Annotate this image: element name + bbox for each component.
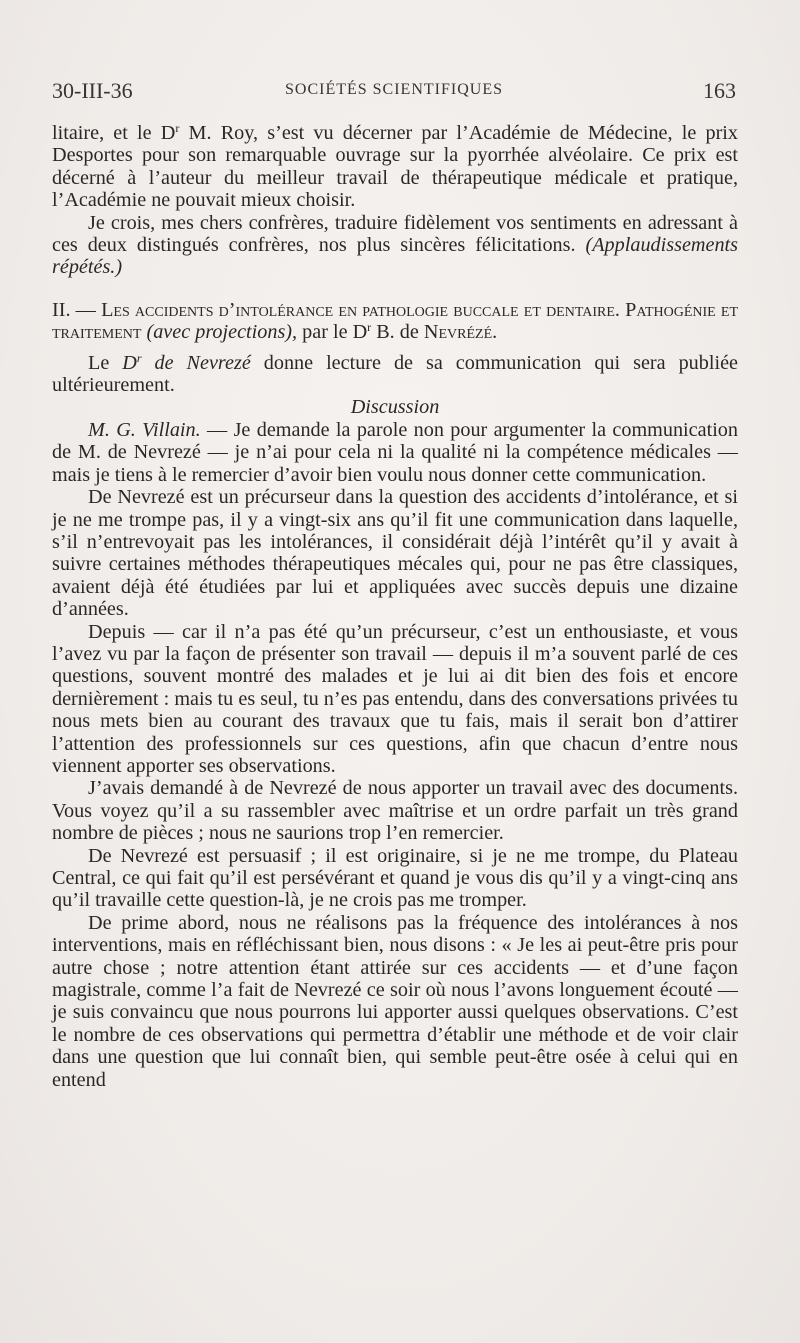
applause-note: (Applaudissements répétés.) [52,234,739,279]
text-run: — Je demande la parole non pour argumenter la communication de M. de Nevrezé — je n’ai pour cela ni la qualité ni la compétence médicales — mais je tiens à le remercier d’avoir bien voulu nous donner cette communication. [52,418,738,486]
header-date: 30-III-36 [52,78,133,103]
author-name: Nevrézé [423,321,493,344]
paragraph-enthusiast: Depuis — car il n’a pas été qu’un précurseur, c’est un enthousiaste, et vous l’avez vu par la façon de présenter son travail — depuis il m’a souvent parlé de ces questions, souvent montré des malades et je lui ai dit bien des fois et encore dernièrement : mais tu es seul, tu n’es pas entendu, dans des conversations privées tu nous mets bien au courant des travaux que tu fais, mais il serait bon d’attirer l’attention des professionnels sur ces questions, afin que chacun d’entre nous viennent apporter ses observations. [52,620,738,777]
header-journal-section: SOCIÉTÉS SCIENTIFIQUES [284,81,503,98]
text-run: par le D [297,321,368,344]
text-run: B. de [371,321,424,344]
section-heading-ii [52,299,738,344]
text-run: litaire, et le D [52,122,176,144]
speaker-name: M. G. Villain. [88,418,201,441]
text-run: D [122,351,137,374]
running-header [52,78,736,108]
paragraph-precursor: De Nevrezé est un précurseur dans la question des accidents d’intolérance, et si je ne me trompe pas, il y a vingt-six ans qu’il fit une communication dans laquelle, s’il n’entrevoyait pas les intolérances, il considérait déjà l’intérêt qu’il y avait à suivre certaines méthodes thérapeutiques mécales qui, pour ne pas être classiques, avaient déjà été étudiées par lui et appliquées avec succès depuis une dizaine d’années. [52,486,738,621]
page-number: 163 [703,78,736,103]
paragraph-frequency: De prime abord, nous ne réalisons pas la fréquence des intolérances à nos interventions, mais en réfléchissant bien, nous disons : « Je les ai peut-être pris pour autre chose ; notre attention étant attirée sur ces accidents — et d’une façon magistrale, comme l’a fait de Nevrezé ce soir où nous l’avons longuement écouté — je suis convaincu que nous pourrons lui apporter aussi quelques observations. C’est le nombre de ces observations qui permettra d’établir une méthode et de voir clair dans une question que lui connaît bien, qui semble peut-être osée à celui qui en entend [52,911,738,1091]
superscript: r [136,350,142,365]
paragraph-documents: J’avais demandé à de Nevrezé de nous apporter un travail avec des documents. Vous voyez qu’il a su rassembler avec maîtrise et un ordre parfait un très grand nombre de pièces ; nous ne saurions trop l’en remercier. [52,777,738,845]
paragraph-reading [52,352,738,397]
paragraph-prize-desportes [52,122,738,212]
section-title: Les accidents d’intolérance en pathologie buccale et dentaire. Pathogénie et traitement [52,298,739,344]
superscript: r [367,320,372,335]
text-run: donne lecture de sa communication qui sera publiée ultérieurement. [52,351,738,397]
paragraph-persuasive: De Nevrezé est persuasif ; il est originaire, si je ne me trompe, du Plateau Central, ce qui fait qu’il est persévérant et quand je vous dis qu’il y a vingt-cinq ans qu’il travaille cette question-là, je ne crois pas me tromper. [52,844,738,912]
paragraph-congratulations [52,212,738,279]
text-run: Le [88,351,123,374]
text-run: . [492,321,498,344]
paragraph-villain-intro [52,419,738,486]
body-text [52,122,738,1091]
text-run: Je crois, mes chers confrères, traduire fidèlement vos sentiments en adressant à ces deux distingués confrères, nos plus sincères félicitations. [52,211,738,257]
text-run: de Nevrezé [141,351,251,374]
discussion-title: Discussion [350,396,440,419]
superscript: r [175,121,180,135]
section-title-note: (avec projections), [141,321,298,344]
text-run: M. Roy, s’est vu décerner par l’Académie de Médecine, le prix Desportes pour son remarquable ouvrage sur la pyorrhée alvéolaire. Ce prix est décerné à l’auteur du meilleur travail de thérapeutique médicale et pratique, l’Académie ne pouvait mieux choisir. [52,122,738,212]
section-number: II. — [52,298,102,321]
